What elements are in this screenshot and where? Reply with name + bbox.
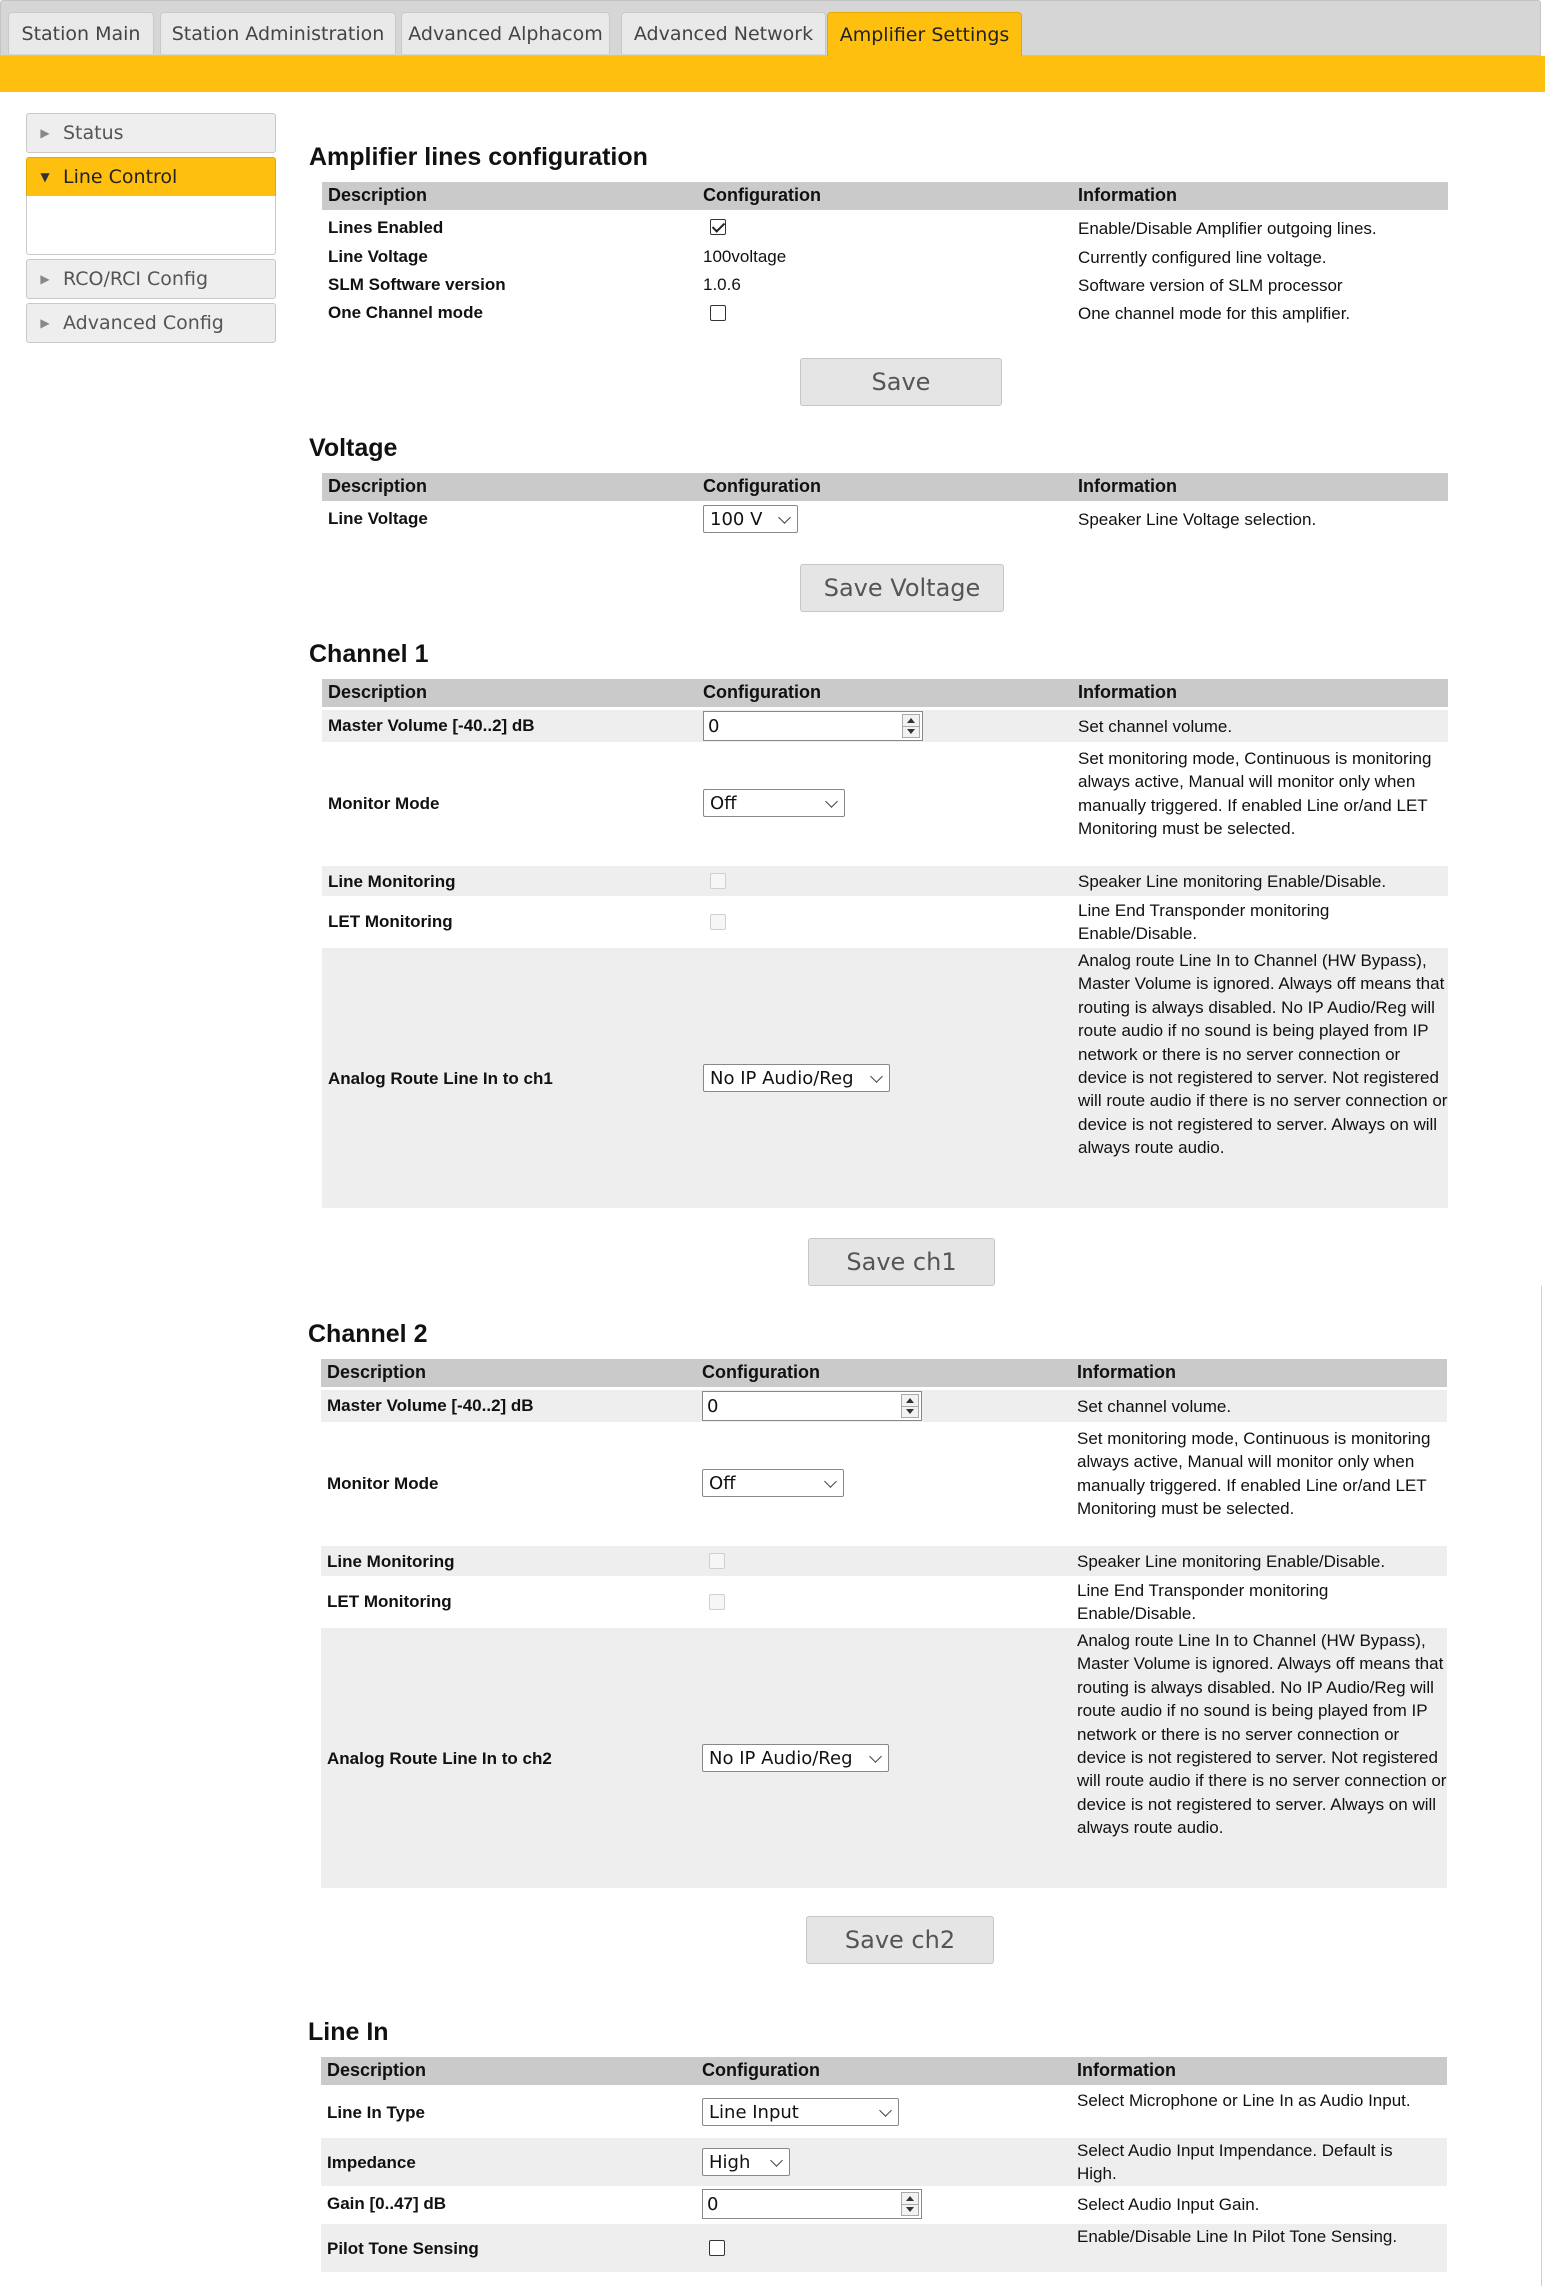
save-voltage-button[interactable]: Save Voltage [800, 564, 1004, 612]
let-monitoring-ch2-checkbox[interactable] [709, 1594, 725, 1610]
table-row-let-monitoring [321, 1578, 1447, 1626]
table-row-one-channel-mode [322, 301, 1448, 329]
sidebar-item-label: RCO/RCI Config [63, 268, 209, 290]
save-ch2-button[interactable]: Save ch2 [806, 1916, 994, 1964]
spinner-arrows-icon[interactable] [901, 1394, 919, 1418]
table-row-analog-route-ch1 [322, 948, 1448, 1208]
column-header-description: Description [328, 476, 428, 496]
row-label: Master Volume [-40..2] dB [327, 1396, 534, 1415]
chevron-down-icon: ▼ [40, 170, 50, 184]
chevron-down-icon [770, 2154, 783, 2167]
row-info: Software version of SLM processor [1078, 276, 1343, 295]
section-title-voltage: Voltage [309, 434, 398, 462]
column-header-information: Information [1077, 1362, 1176, 1382]
column-header-description: Description [327, 2060, 427, 2080]
line-in-type-select[interactable] [702, 2098, 899, 2126]
section-title-channel-1: Channel 1 [309, 640, 429, 668]
row-info: Speaker Line Voltage selection. [1078, 510, 1317, 529]
row-label: Impedance [327, 2153, 416, 2172]
sidebar-submenu-panel [26, 196, 276, 255]
chevron-right-icon: ▶ [40, 272, 50, 286]
column-header-description: Description [328, 682, 428, 702]
row-label: LET Monitoring [327, 1592, 452, 1611]
tab-station-administration[interactable]: Station Administration [160, 12, 396, 54]
row-info: One channel mode for this amplifier. [1078, 304, 1351, 323]
column-header-configuration: Configuration [703, 185, 821, 205]
spinner-arrows-icon[interactable] [901, 2192, 919, 2216]
row-label: Master Volume [-40..2] dB [328, 716, 535, 735]
select-value: 100 V [710, 508, 763, 530]
slm-version-value: 1.0.6 [703, 275, 741, 294]
table-row-pilot-tone [321, 2224, 1447, 2272]
row-info: Set channel volume. [1077, 1397, 1232, 1416]
chevron-down-icon [870, 1070, 883, 1083]
table-row-line-voltage-select [322, 505, 1448, 537]
row-label: Line Voltage [328, 509, 428, 528]
column-header-configuration: Configuration [703, 682, 821, 702]
tab-station-main[interactable]: Station Main [8, 12, 154, 54]
column-header-information: Information [1077, 2060, 1176, 2080]
table-row-slm-version [322, 273, 1448, 299]
chevron-down-icon [778, 511, 791, 524]
row-info: Select Audio Input Gain. [1077, 2195, 1260, 2214]
let-monitoring-ch1-checkbox[interactable] [710, 914, 726, 930]
row-info: Set channel volume. [1078, 717, 1233, 736]
column-header-configuration: Configuration [703, 476, 821, 496]
table-header [321, 1359, 1447, 1387]
line-voltage-select[interactable] [703, 505, 798, 533]
row-info: Speaker Line monitoring Enable/Disable. [1077, 1552, 1386, 1571]
table-row-line-monitoring [321, 1546, 1447, 1576]
column-header-information: Information [1078, 185, 1177, 205]
tab-amplifier-settings[interactable]: Amplifier Settings [827, 12, 1022, 57]
row-info: Analog route Line In to Channel (HW Bypass), Master Volume is ignored. Always off means that routing is always disabled. No IP Audio/Reg will route audio if no sound is being played from IP network or there is no server connection or device is not registered to server. Not registered will route audio if there is no server connection or device is not registered to server. Always on will always route audio. [1077, 1631, 1447, 1838]
sidebar-item-advanced-config[interactable] [26, 303, 276, 343]
tab-advanced-alphacom[interactable]: Advanced Alphacom [401, 12, 610, 54]
impedance-select[interactable] [702, 2148, 790, 2176]
row-label: Monitor Mode [327, 1474, 439, 1493]
chevron-right-icon: ▶ [40, 316, 50, 330]
table-header [322, 473, 1448, 501]
table-row-gain [321, 2188, 1447, 2220]
row-label: Monitor Mode [328, 794, 440, 813]
save-button[interactable]: Save [800, 358, 1002, 406]
table-header [322, 679, 1448, 707]
table-row-analog-route-ch2 [321, 1628, 1447, 1888]
column-header-description: Description [328, 185, 428, 205]
table-row-monitor-mode [321, 1426, 1447, 1544]
gain-input[interactable] [702, 2189, 922, 2219]
top-tab-bar [0, 0, 1541, 56]
select-value: No IP Audio/Reg [709, 1747, 853, 1769]
row-label: LET Monitoring [328, 912, 453, 931]
chevron-down-icon [869, 1750, 882, 1763]
sidebar-item-rco-rci-config[interactable] [26, 259, 276, 299]
row-info: Currently configured line voltage. [1078, 248, 1327, 267]
row-label: Analog Route Line In to ch1 [328, 1069, 553, 1088]
input-value: 0 [707, 1395, 719, 1417]
row-info: Line End Transponder monitoring Enable/Disable. [1077, 1581, 1329, 1624]
monitor-mode-ch2-select[interactable] [702, 1469, 844, 1497]
analog-route-ch2-select[interactable] [702, 1744, 889, 1772]
row-label: Lines Enabled [328, 218, 444, 237]
table-row-lines-enabled [322, 216, 1448, 242]
row-label: Gain [0..47] dB [327, 2194, 447, 2213]
column-header-information: Information [1078, 682, 1177, 702]
accent-bar [0, 56, 1545, 92]
row-info: Speaker Line monitoring Enable/Disable. [1078, 872, 1387, 891]
page-edge-divider [1541, 1286, 1542, 2286]
input-value: 0 [708, 715, 720, 737]
table-row-line-monitoring [322, 866, 1448, 896]
line-voltage-value: 100voltage [703, 247, 787, 266]
select-value: No IP Audio/Reg [710, 1067, 854, 1089]
line-monitoring-ch2-checkbox[interactable] [709, 1553, 725, 1569]
row-info: Select Microphone or Line In as Audio Input. [1077, 2091, 1411, 2110]
sidebar-item-status[interactable] [26, 113, 276, 153]
lines-enabled-checkbox[interactable] [710, 219, 726, 235]
row-label: Line Monitoring [328, 872, 456, 891]
row-info: Enable/Disable Line In Pilot Tone Sensing. [1077, 2227, 1398, 2246]
sidebar-item-line-control[interactable] [26, 157, 276, 197]
pilot-tone-checkbox[interactable] [709, 2240, 725, 2256]
table-row-monitor-mode [322, 746, 1448, 864]
row-label: Line Voltage [328, 247, 428, 266]
table-row-let-monitoring [322, 898, 1448, 946]
row-info: Enable/Disable Amplifier outgoing lines. [1078, 219, 1377, 238]
table-header [322, 182, 1448, 210]
sidebar-item-label: Status [63, 122, 124, 144]
row-info: Select Audio Input Impendance. Default is High. [1077, 2141, 1393, 2184]
table-row-line-in-type [321, 2088, 1447, 2136]
analog-route-ch1-select[interactable] [703, 1064, 890, 1092]
column-header-configuration: Configuration [702, 2060, 820, 2080]
row-info: Line End Transponder monitoring Enable/Disable. [1078, 901, 1330, 944]
row-label: Line In Type [327, 2103, 425, 2122]
chevron-right-icon: ▶ [40, 126, 50, 140]
row-label: One Channel mode [328, 303, 483, 322]
master-volume-ch1-input[interactable] [703, 711, 923, 741]
select-value: High [709, 2151, 751, 2173]
input-value: 0 [707, 2193, 719, 2215]
one-channel-mode-checkbox[interactable] [710, 305, 726, 321]
table-row-impedance [321, 2138, 1447, 2186]
row-label: SLM Software version [328, 275, 506, 294]
spinner-arrows-icon[interactable] [902, 714, 920, 738]
section-title-amplifier-lines: Amplifier lines configuration [309, 143, 648, 171]
table-header [321, 2057, 1447, 2085]
section-title-line-in: Line In [308, 2018, 389, 2046]
line-monitoring-ch1-checkbox[interactable] [710, 873, 726, 889]
row-label: Pilot Tone Sensing [327, 2239, 479, 2258]
chevron-down-icon [825, 795, 838, 808]
row-label: Analog Route Line In to ch2 [327, 1749, 552, 1768]
chevron-down-icon [879, 2104, 892, 2117]
chevron-down-icon [824, 1475, 837, 1488]
column-header-description: Description [327, 1362, 427, 1382]
select-value: Off [710, 792, 737, 814]
column-header-configuration: Configuration [702, 1362, 820, 1382]
section-title-channel-2: Channel 2 [308, 1320, 428, 1348]
row-info: Analog route Line In to Channel (HW Bypass), Master Volume is ignored. Always off means that routing is always disabled. No IP Audio/Reg will route audio if no sound is being played from IP network or there is no server connection or device is not registered to server. Not registered will route audio if there is no server connection or device is not registered to server. Always on will always route audio. [1078, 951, 1448, 1158]
sidebar-item-label: Line Control [63, 166, 178, 188]
row-info: Set monitoring mode, Continuous is monitoring always active, Manual will monitor only when manually triggered. If enabled Line or/and LET Monitoring must be selected. [1078, 749, 1432, 839]
select-value: Off [709, 1472, 736, 1494]
select-value: Line Input [709, 2101, 799, 2123]
row-label: Line Monitoring [327, 1552, 455, 1571]
row-info: Set monitoring mode, Continuous is monitoring always active, Manual will monitor only when manually triggered. If enabled Line or/and LET Monitoring must be selected. [1077, 1429, 1431, 1519]
column-header-information: Information [1078, 476, 1177, 496]
sidebar-item-label: Advanced Config [63, 312, 224, 334]
table-row-line-voltage [322, 245, 1448, 271]
save-ch1-button[interactable]: Save ch1 [808, 1238, 995, 1286]
table-row-master-volume [322, 710, 1448, 742]
tab-advanced-network[interactable]: Advanced Network [621, 12, 826, 54]
table-row-master-volume [321, 1390, 1447, 1422]
monitor-mode-ch1-select[interactable] [703, 789, 845, 817]
master-volume-ch2-input[interactable] [702, 1391, 922, 1421]
